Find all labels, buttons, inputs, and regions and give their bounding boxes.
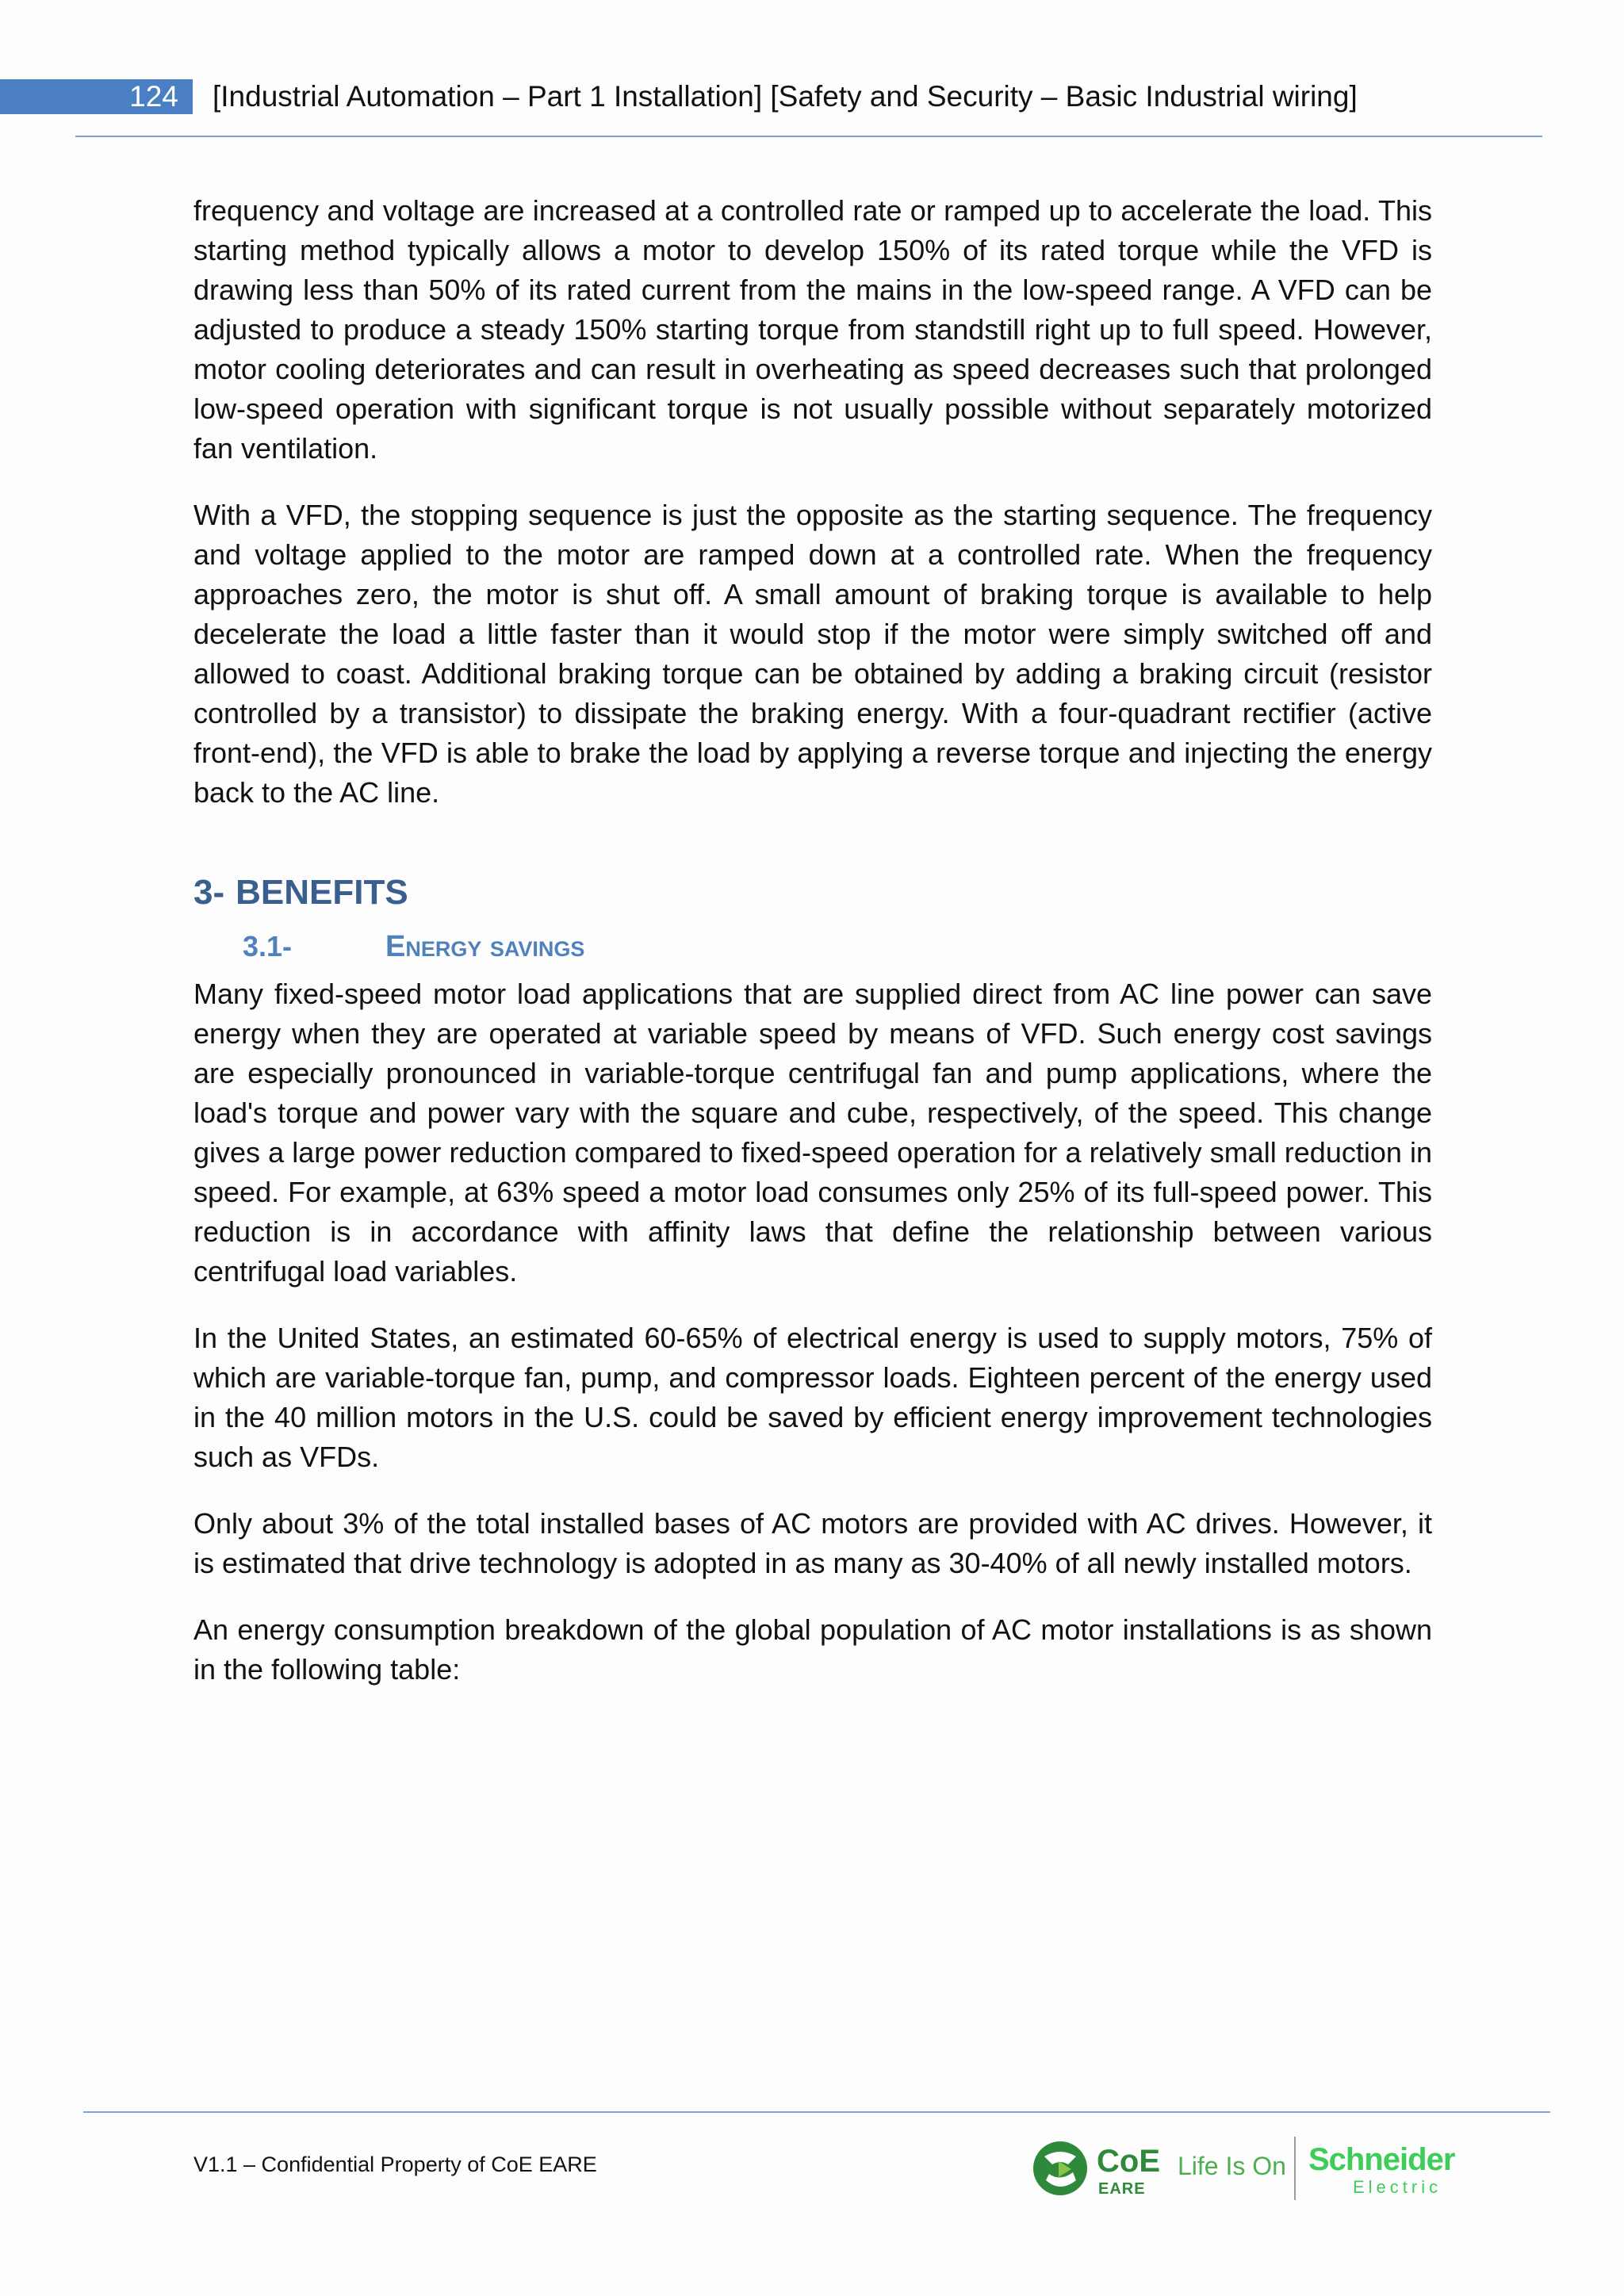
page-content (193, 191, 1432, 1716)
logo-divider (1294, 2137, 1296, 2200)
paragraph: In the United States, an estimated 60-65% of electrical energy is used to supply motors, 75% of which are variable-torque fan, pump, and compressor loads. Eighteen percent of the energy used in the 40 million motors in the U.S. could be saved by efficient energy improvement technologies such as VFDs. (193, 1322, 1432, 1473)
page-number: 124 (129, 80, 178, 113)
subsection-title: Energy savings (385, 930, 585, 963)
paragraph: With a VFD, the stopping sequence is just the opposite as the starting sequence. The frequency and voltage applied to the motor are ramped down at a controlled rate. When the frequency approaches zero, the motor is shut off. A small amount of braking torque is available to help decelerate the load a little faster than it would stop if the motor were simply switched off and allowed to coast. Additional braking torque can be obtained by adding a braking circuit (resistor controlled by a transistor) to dissipate the braking energy. With a four-quadrant rectifier (active front-end), the VFD is able to brake the load by applying a reverse torque and injecting the energy back to the AC line. (193, 499, 1432, 809)
schneider-logo-text: Schneider (1308, 2142, 1455, 2177)
section-heading (193, 870, 1432, 916)
life-is-on-tagline: Life Is On (1178, 2152, 1286, 2180)
header-rule (75, 136, 1542, 137)
paragraph: Only about 3% of the total installed bases of AC motors are provided with AC drives. However, it is estimated that drive technology is adopted in as many as 30-40% of all newly installed motors. (193, 1507, 1432, 1579)
footer-rule (83, 2111, 1550, 2113)
section-number: 3- (193, 873, 225, 912)
header-title: [Industrial Automation – Part 1 Installation] [Safety and Security – Basic Industrial wiring] (213, 80, 1358, 113)
paragraph: Many fixed-speed motor load applications that are supplied direct from AC line power can save energy when they are operated at variable speed by means of VFD. Such energy cost savings are especially pronounced in variable-torque centrifugal fan and pump applications, where the load's torque and power vary with the square and cube, respectively, of the speed. This change gives a large power reduction compared to fixed-speed operation for a relatively small reduction in speed. For example, at 63% speed a motor load consumes only 25% of its full-speed power. This reduction is in accordance with affinity laws that define the relationship between various centrifugal load variables. (193, 978, 1432, 1288)
footer-text: V1.1 – Confidential Property of CoE EARE (193, 2152, 597, 2176)
subsection-heading (243, 927, 1432, 966)
eare-logo-text: EARE (1098, 2180, 1146, 2198)
paragraph: An energy consumption breakdown of the global population of AC motor installations is as shown in the following table: (193, 1613, 1432, 1686)
section-title: BENEFITS (236, 873, 408, 912)
paragraph: frequency and voltage are increased at a controlled rate or ramped up to accelerate the load. This starting method typically allows a motor to develop 150% of its rated torque while the VFD is drawing less than 50% of its rated current from the mains in the low-speed range. A VFD can be adjusted to produce a steady 150% starting torque from standstill right up to full speed. However, motor cooling deteriorates and can result in overheating as speed decreases such that prolonged low-speed operation with significant torque is not usually possible without separately motorized fan ventilation. (193, 194, 1432, 465)
coe-logo-text: CoE (1097, 2144, 1160, 2179)
schneider-electric-text: Electric (1353, 2177, 1442, 2197)
subsection-number: 3.1- (243, 930, 293, 962)
